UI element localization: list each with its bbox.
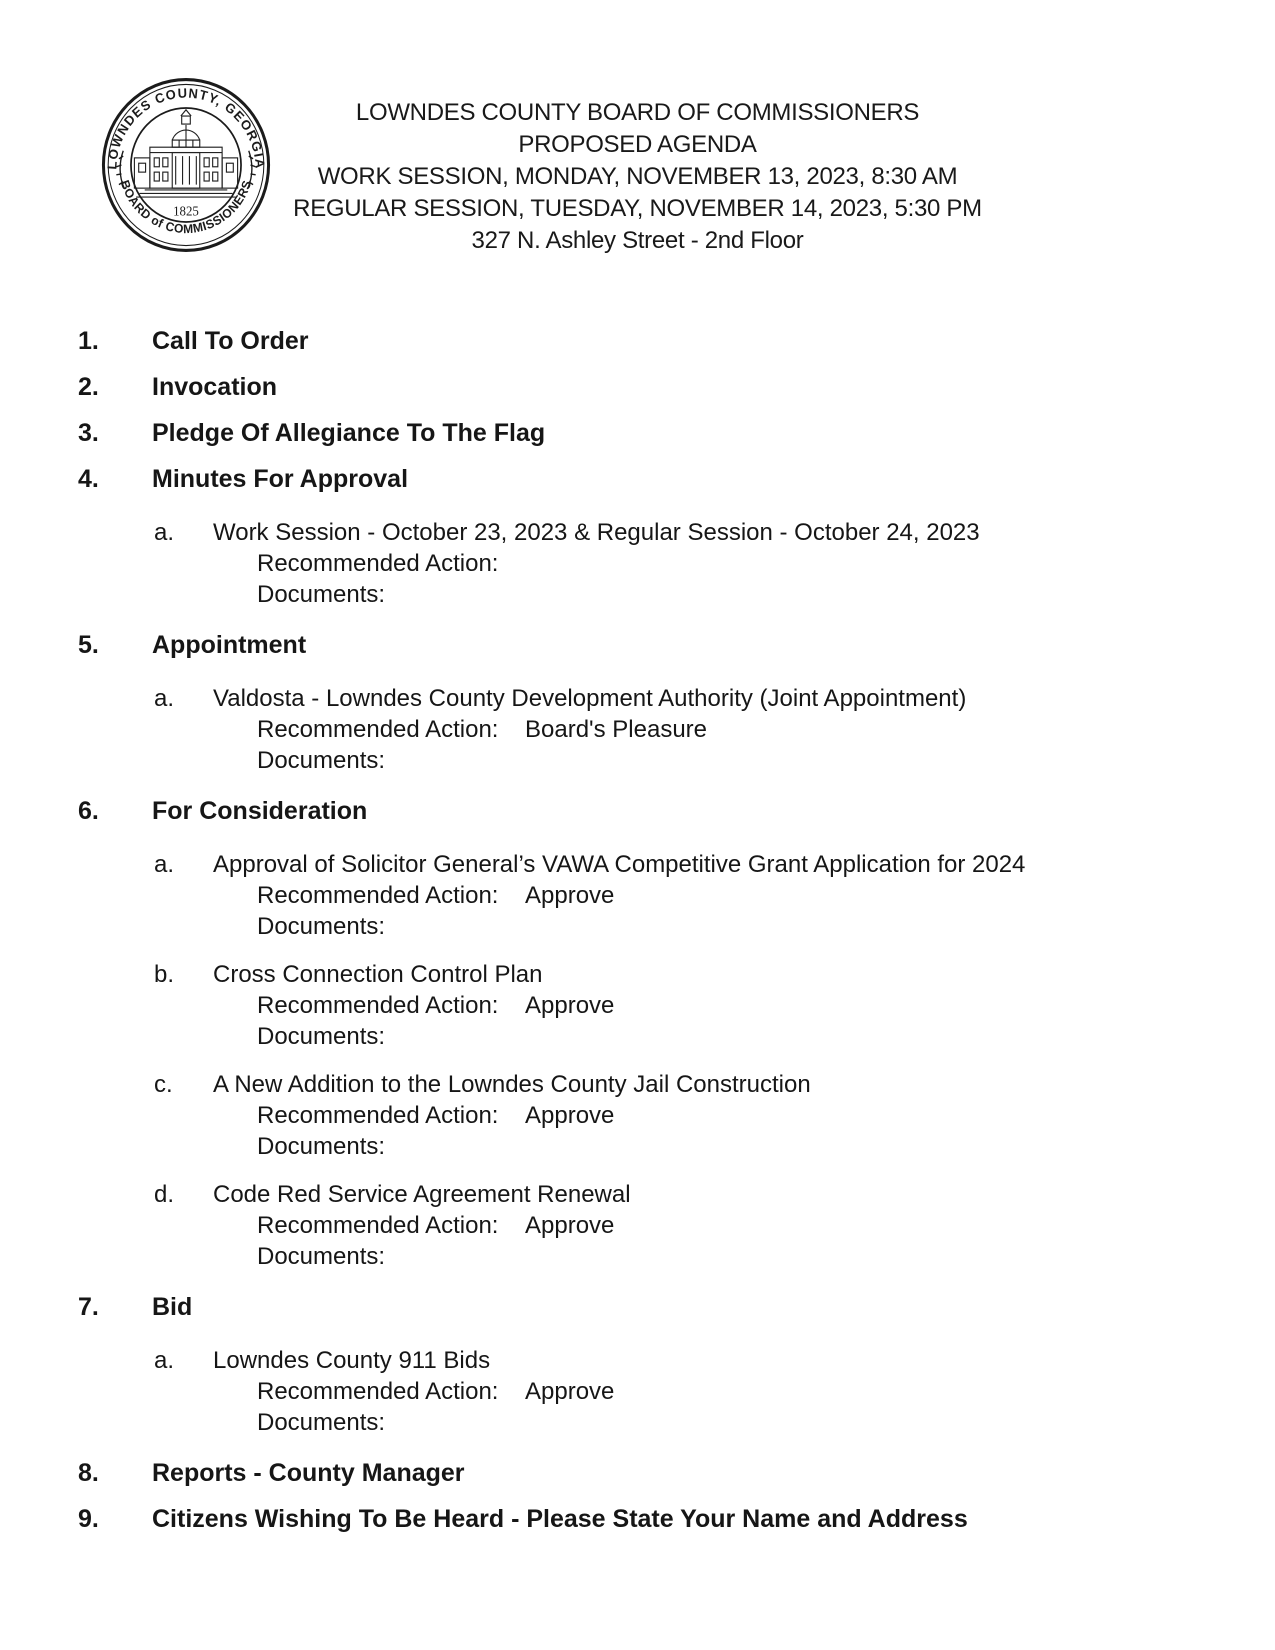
sub-item-letter: c. xyxy=(154,1071,173,1098)
sub-item-body xyxy=(213,959,1275,1052)
sub-item-title: Approval of Solicitor General’s VAWA Competitive Grant Application for 2024 xyxy=(213,851,1026,878)
sub-item-title: A New Addition to the Lowndes County Jail Construction xyxy=(213,1071,811,1098)
agenda-item xyxy=(0,796,1275,827)
recommended-action-row xyxy=(257,714,1275,745)
documents-row xyxy=(257,1131,1275,1162)
header-address: 327 N. Ashley Street - 2nd Floor xyxy=(471,227,804,254)
recommended-action-label: Recommended Action: xyxy=(257,550,499,577)
sub-item-body xyxy=(213,1069,1275,1162)
item-title: Appointment xyxy=(152,631,307,659)
agenda-sub-item xyxy=(0,1179,1275,1272)
item-title: Call To Order xyxy=(152,327,309,355)
agenda-sub-item xyxy=(0,1345,1275,1438)
item-title: Reports - County Manager xyxy=(152,1459,465,1487)
item-number: 7. xyxy=(78,1293,99,1321)
item-title: Citizens Wishing To Be Heard - Please State Your Name and Address xyxy=(152,1505,968,1533)
documents-row xyxy=(257,1241,1275,1272)
documents-label: Documents: xyxy=(257,581,386,608)
documents-label: Documents: xyxy=(257,1133,386,1160)
agenda-sub-item xyxy=(0,517,1275,610)
item-title: Bid xyxy=(152,1293,193,1321)
agenda-sub-item xyxy=(0,959,1275,1052)
agenda-list xyxy=(0,326,1275,1535)
seal-top-text: LOWNDES COUNTY, GEORGIA xyxy=(104,85,268,170)
agenda-item xyxy=(0,630,1275,661)
documents-row xyxy=(257,911,1275,942)
documents-label: Documents: xyxy=(257,1243,386,1270)
recommended-action-label: Recommended Action: xyxy=(257,1102,499,1129)
sub-item-letter: a. xyxy=(154,685,175,712)
documents-row xyxy=(257,579,1275,610)
sub-item-title: Valdosta - Lowndes County Development Authority (Joint Appointment) xyxy=(213,685,967,712)
agenda-sub-item xyxy=(0,683,1275,776)
recommended-action-row xyxy=(257,548,1275,579)
documents-row xyxy=(257,1407,1275,1438)
sub-item-letter: a. xyxy=(154,851,175,878)
item-number: 9. xyxy=(78,1505,99,1533)
recommended-action-label: Recommended Action: xyxy=(257,1212,499,1239)
item-title: Invocation xyxy=(152,373,278,401)
item-number: 5. xyxy=(78,631,99,659)
sub-item-body xyxy=(213,683,1275,776)
agenda-sub-item xyxy=(0,1069,1275,1162)
sub-item-letter: a. xyxy=(154,1347,175,1374)
seal-bottom-text: BOARD of COMMISSIONERS xyxy=(117,178,255,237)
agenda-item xyxy=(0,372,1275,403)
item-number: 3. xyxy=(78,419,99,447)
header-regular-session: REGULAR SESSION, TUESDAY, NOVEMBER 14, 2023, 5:30 PM xyxy=(293,195,982,222)
recommended-action-row xyxy=(257,990,1275,1021)
header-work-session: WORK SESSION, MONDAY, NOVEMBER 13, 2023, 8:30 AM xyxy=(317,163,958,190)
agenda-item xyxy=(0,1458,1275,1489)
agenda-item xyxy=(0,1292,1275,1323)
item-number: 8. xyxy=(78,1459,99,1487)
sub-item-title: Cross Connection Control Plan xyxy=(213,961,543,988)
sub-item-title: Code Red Service Agreement Renewal xyxy=(213,1181,631,1208)
recommended-action-row xyxy=(257,1210,1275,1241)
sub-item-body xyxy=(213,1179,1275,1272)
sub-item-body xyxy=(213,1345,1275,1438)
agenda-item xyxy=(0,418,1275,449)
recommended-action-label: Recommended Action: xyxy=(257,882,499,909)
item-number: 6. xyxy=(78,797,99,825)
seal-year: 1825 xyxy=(173,203,199,219)
recommended-action-value: Approve xyxy=(525,992,615,1019)
recommended-action-value: Board's Pleasure xyxy=(525,716,708,743)
recommended-action-label: Recommended Action: xyxy=(257,1378,499,1405)
agenda-item xyxy=(0,326,1275,357)
recommended-action-value: Approve xyxy=(525,1378,615,1405)
header-block xyxy=(0,97,1275,257)
sub-item-body xyxy=(213,849,1275,942)
header-title: LOWNDES COUNTY BOARD OF COMMISSIONERS xyxy=(355,99,920,126)
recommended-action-row xyxy=(257,1100,1275,1131)
agenda-item xyxy=(0,464,1275,495)
item-title: Pledge Of Allegiance To The Flag xyxy=(152,419,546,447)
recommended-action-row xyxy=(257,880,1275,911)
sub-item-body xyxy=(213,517,1275,610)
item-number: 1. xyxy=(78,327,99,355)
documents-label: Documents: xyxy=(257,747,386,774)
agenda-item xyxy=(0,1504,1275,1535)
recommended-action-label: Recommended Action: xyxy=(257,716,499,743)
recommended-action-value: Approve xyxy=(525,882,615,909)
sub-item-letter: d. xyxy=(154,1181,175,1208)
sub-item-letter: b. xyxy=(154,961,175,988)
sub-item-title: Work Session - October 23, 2023 & Regular Session - October 24, 2023 xyxy=(213,519,980,546)
documents-label: Documents: xyxy=(257,1023,386,1050)
item-number: 2. xyxy=(78,373,99,401)
recommended-action-label: Recommended Action: xyxy=(257,992,499,1019)
sub-item-letter: a. xyxy=(154,519,175,546)
sub-item-title: Lowndes County 911 Bids xyxy=(213,1347,491,1374)
documents-label: Documents: xyxy=(257,1409,386,1436)
item-number: 4. xyxy=(78,465,99,493)
recommended-action-value: Approve xyxy=(525,1102,615,1129)
item-title: For Consideration xyxy=(152,797,368,825)
documents-label: Documents: xyxy=(257,913,386,940)
recommended-action-row xyxy=(257,1376,1275,1407)
documents-row xyxy=(257,1021,1275,1052)
header-subtitle: PROPOSED AGENDA xyxy=(518,131,757,158)
recommended-action-value: Approve xyxy=(525,1212,615,1239)
agenda-sub-item xyxy=(0,849,1275,942)
documents-row xyxy=(257,745,1275,776)
item-title: Minutes For Approval xyxy=(152,465,409,493)
